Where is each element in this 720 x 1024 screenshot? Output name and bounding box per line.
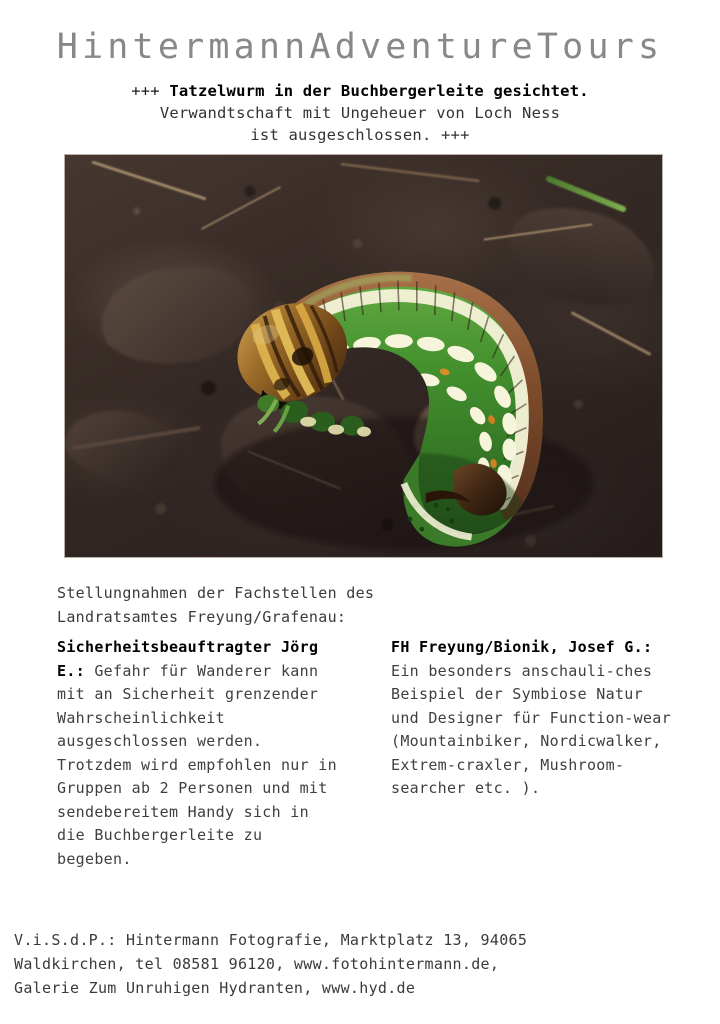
- imprint-line-1: V.i.S.d.P.: Hintermann Fotografie, Marktplatz 13, 94065: [14, 931, 528, 949]
- statement-columns: [57, 636, 677, 871]
- caterpillar-illustration: [65, 155, 662, 557]
- imprint-line-3: Galerie Zum Unruhigen Hydranten, www.hyd.de: [14, 979, 416, 997]
- teaser-line-3: ist ausgeschlossen. +++: [250, 126, 470, 144]
- statement-text: Ein besonders anschauli-ches Beispiel der Symbiose Natur und Designer für Function-wear (Mountainbiker, Nordicwalker, Extrem-craxler, Mushroom-searcher etc. ).: [391, 661, 671, 797]
- imprint-footer: [14, 928, 714, 1000]
- teaser-plus-prefix: +++: [131, 82, 170, 100]
- statement-text: Gefahr für Wanderer kann mit an Sicherheit grenzender Wahrscheinlichkeit ausgeschlossen werden. Trotzdem wird empfohlen nur in Gruppen ab 2 Personen und mit sendebereitem Handy sich in die Buchbergerleite zu begeben.: [57, 661, 337, 868]
- teaser-headline: Tatzelwurm in der Buchbergerleite gesichtet.: [169, 82, 589, 100]
- caterpillar-photo: [65, 155, 662, 557]
- teaser-line-2: Verwandtschaft mit Ungeheuer von Loch Ness: [159, 104, 561, 122]
- photo-frame: [64, 154, 663, 558]
- statement-column-bionik: [391, 636, 677, 871]
- statement-role: Sicherheitsbeauftragter: [57, 638, 272, 656]
- intro-text: [57, 582, 697, 629]
- statement-column-security: [57, 636, 343, 871]
- imprint-line-2: Waldkirchen, tel 08581 96120, www.fotohintermann.de,: [14, 955, 500, 973]
- intro-line-1: Stellungnahmen der Fachstellen des: [57, 584, 375, 602]
- statement-name: Josef G.:: [568, 638, 653, 656]
- statement-role: FH Freyung/Bionik,: [391, 638, 559, 656]
- teaser-block: [0, 80, 720, 146]
- teaser-headline-line: [0, 80, 720, 102]
- intro-line-2: Landratsamtes Freyung/Grafenau:: [57, 607, 347, 626]
- statement-name: Jörg E.:: [57, 638, 319, 680]
- page-title: HintermannAdventureTours: [56, 27, 664, 67]
